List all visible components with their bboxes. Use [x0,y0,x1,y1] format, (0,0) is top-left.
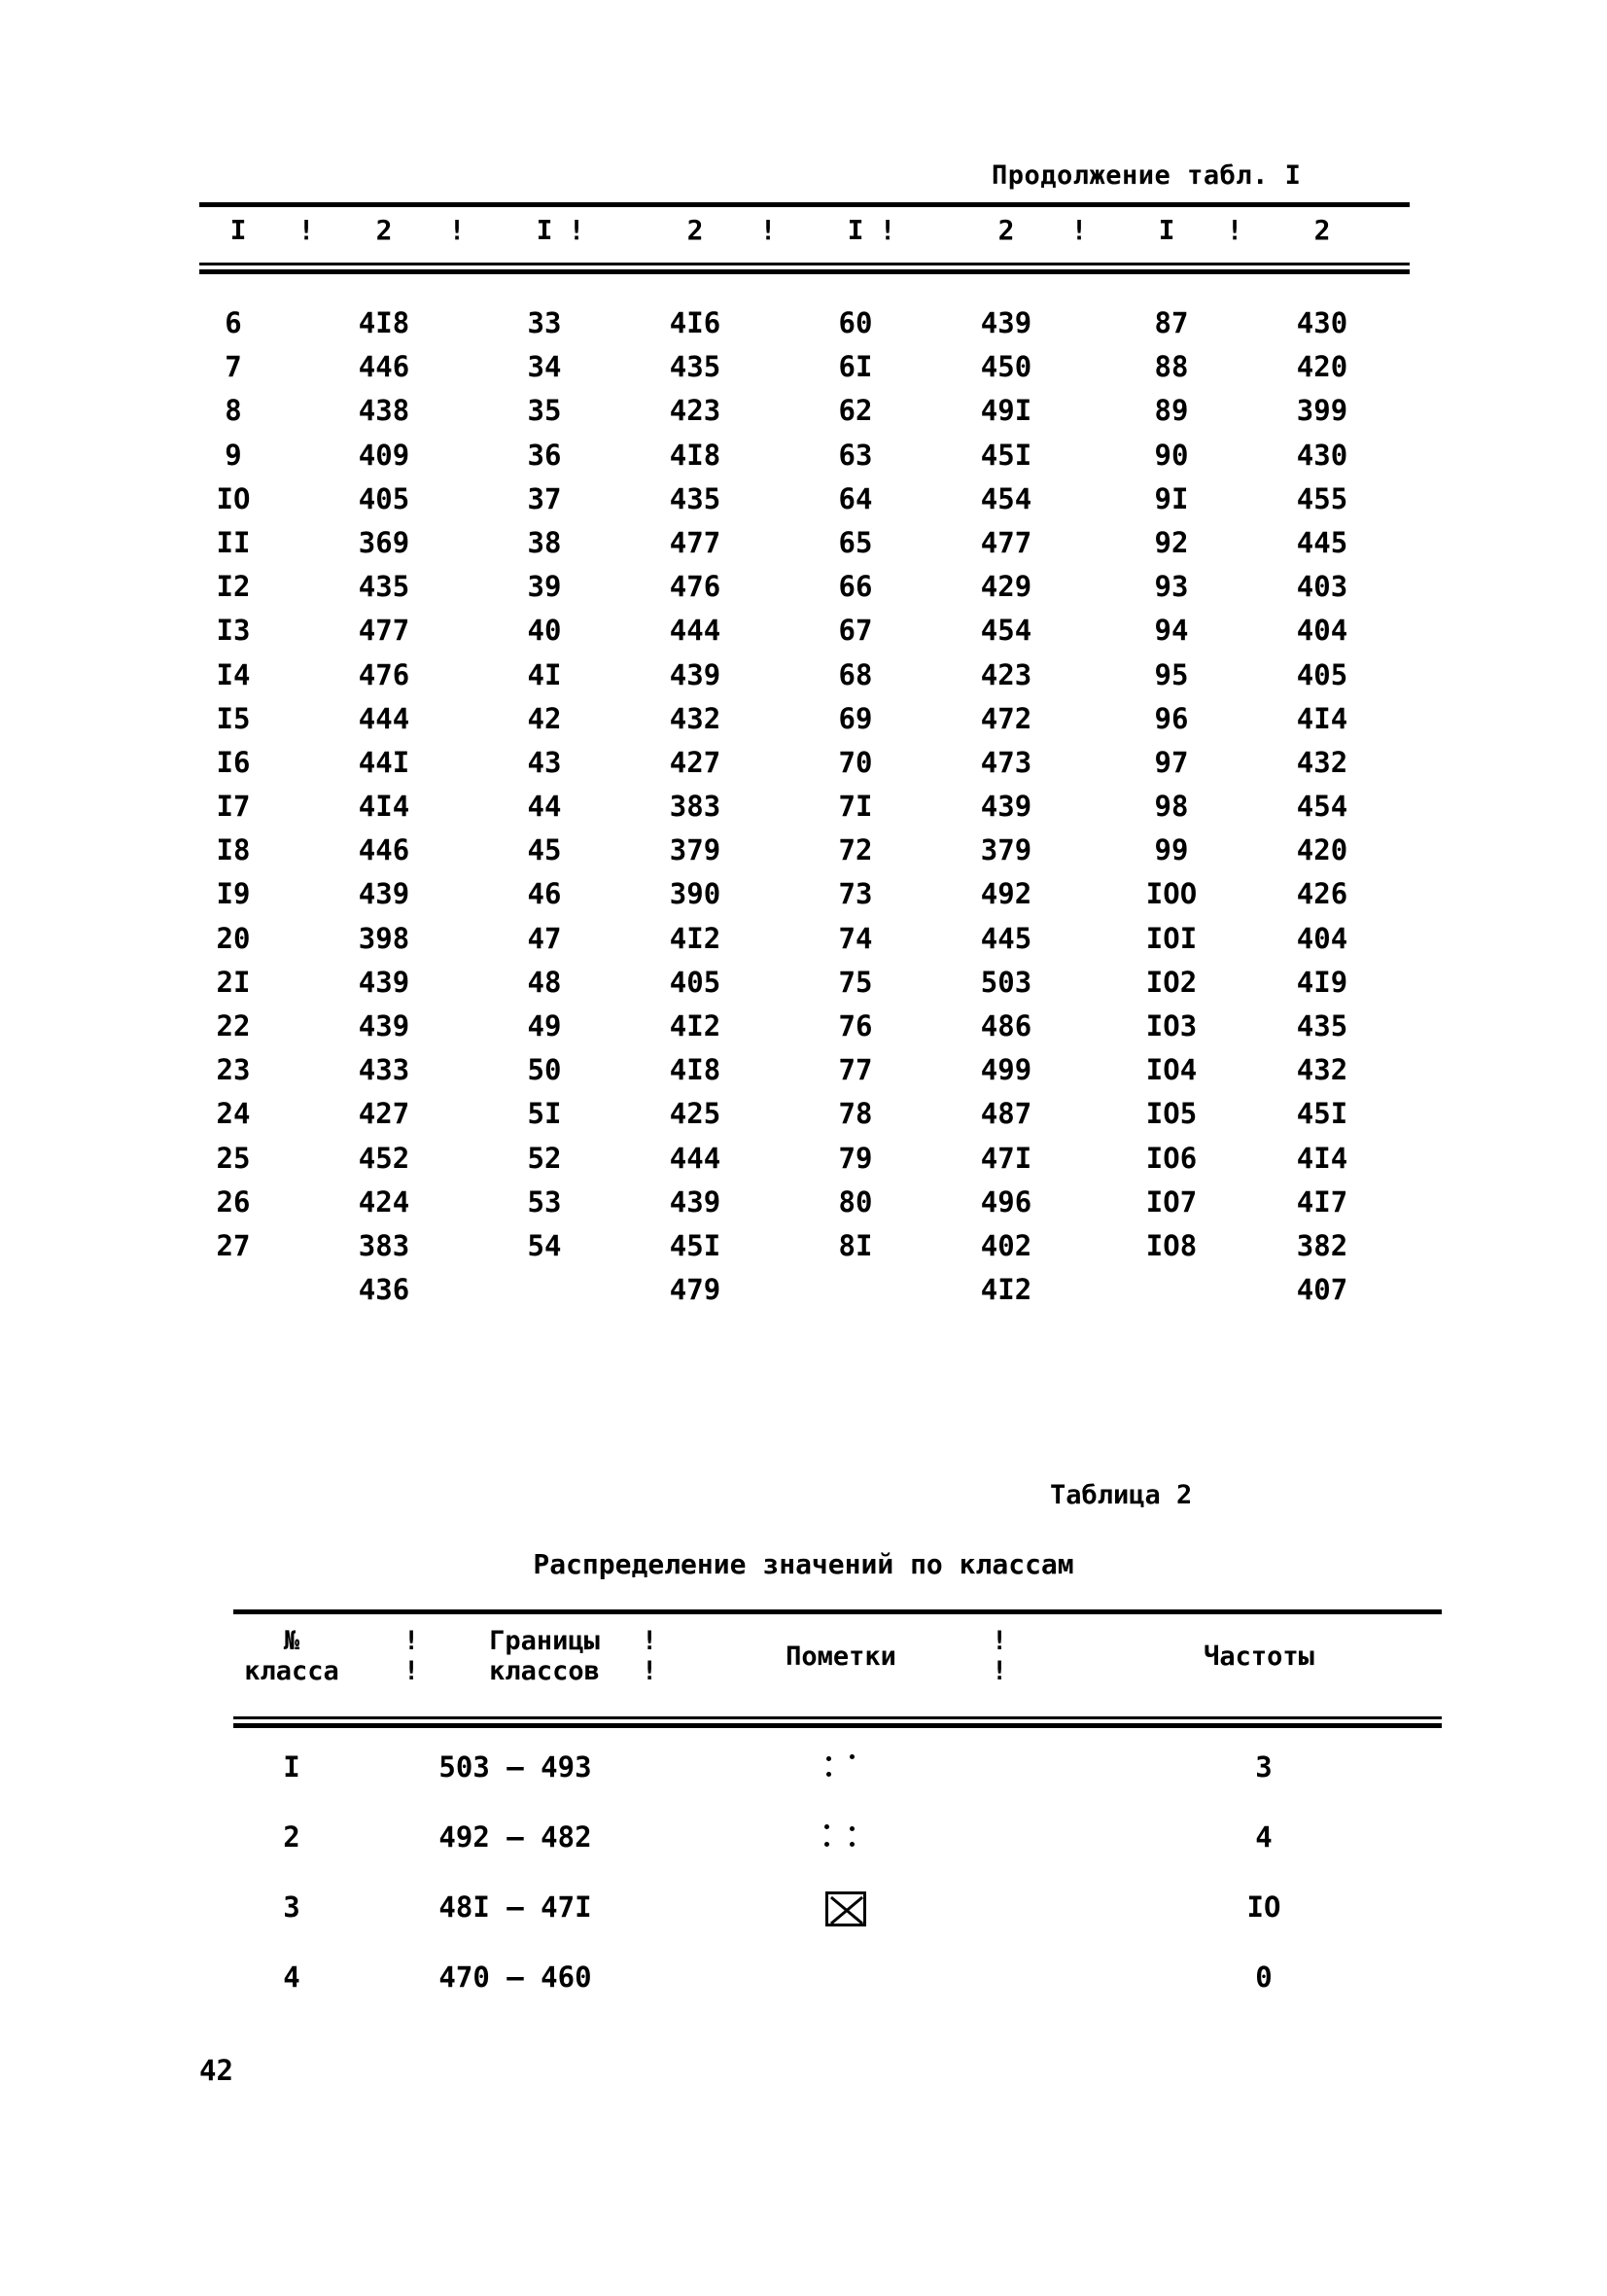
table2-header-rule-b [233,1723,1442,1728]
table2-header-sep-3-a: ! [992,1626,1008,1656]
table-row [199,526,1410,570]
table1-cell: 39 [527,570,562,604]
table2-top-rule [233,1609,1442,1614]
table1-cell: I3 [216,614,251,648]
table1-cell: 47 [527,921,562,955]
table1-cell: 74 [838,921,873,955]
table2-tally-marks [817,1750,875,1790]
table1-cell: 47I [980,1141,1032,1175]
table1-cell: IOI [1145,921,1198,955]
table2-caption-number: Таблица 2 [1050,1480,1193,1510]
table1-cell: 472 [980,701,1032,735]
table1-cell: 487 [980,1097,1032,1131]
table1-cell: 24 [216,1097,251,1131]
table1-cell: 52 [527,1141,562,1175]
table1-cell: 2I [216,965,251,999]
table1-cell: 8I [838,1228,873,1262]
table-row [199,482,1410,526]
table2-header-sep-2 [642,1626,657,1686]
table-row [199,439,1410,482]
table1-cell: 4I8 [358,306,410,339]
table1-cell: 369 [358,525,410,559]
table1-cell: 423 [980,657,1032,691]
table1-cell: 80 [838,1184,873,1219]
table1-cell: 405 [1296,657,1348,691]
table1-cell: 33 [527,306,562,339]
table1-cell: IO8 [1145,1228,1198,1262]
table-row [199,746,1410,790]
table1-cell: 407 [1296,1273,1348,1307]
table1-cell: 43 [527,745,562,779]
table1-cell: 439 [980,306,1032,339]
table-row [199,570,1410,614]
table1-header-row [199,214,1410,259]
table2-header-marks: Пометки [786,1642,896,1672]
table1-cell: 26 [216,1184,251,1219]
table1-cell: 399 [1296,394,1348,428]
table1-cell: I5 [216,701,251,735]
table1-cell: 94 [1154,614,1189,648]
table1-cell: IO3 [1145,1009,1198,1042]
table1-header-sep-5: ! [879,214,896,246]
table1-header-col-6: 2 [997,214,1015,246]
table1-cell: I4 [216,657,251,691]
table1-cell: 409 [358,438,410,472]
table1-cell: 4I [527,657,562,691]
table1-cell: 427 [358,1097,410,1131]
table1-cell: 4I8 [669,1053,721,1087]
table1-cell: 4I2 [669,921,721,955]
table2-header-sep-2-b: ! [642,1656,658,1687]
table1-cell: 450 [980,350,1032,384]
table1-cell: 70 [838,745,873,779]
table1-cell: 476 [358,657,410,691]
table1-body [199,306,1410,1317]
table-row [199,877,1410,921]
table1-cell: 4I4 [1296,1141,1348,1175]
table1-header-rule-a [199,263,1410,265]
table1-cell: 60 [838,306,873,339]
table1-cell: 73 [838,877,873,911]
table1-cell: 445 [1296,525,1348,559]
table1-header-sep-7: ! [1226,214,1243,246]
table-row [199,1142,1410,1185]
table1-cell: 45I [980,438,1032,472]
table1-header-col-1: I [229,214,247,246]
table1-cell: II [216,525,251,559]
table1-cell: 446 [358,833,410,867]
table1-cell: 405 [669,965,721,999]
table1-cell: 432 [1296,1053,1348,1087]
table1-header-sep-3: ! [568,214,585,246]
table1-cell: 45I [1296,1097,1348,1131]
table1-cell: 473 [980,745,1032,779]
table1-cell: IO7 [1145,1184,1198,1219]
table1-cell: 92 [1154,525,1189,559]
table-row [199,1185,1410,1229]
table1-header-col-5: I [847,214,864,246]
table2-header-bounds-line2: классов [489,1656,600,1687]
table1-cell: 42 [527,701,562,735]
table-row [199,1273,1410,1317]
table-row [199,350,1410,394]
table1-cell: 4I9 [1296,965,1348,999]
table1-cell: 444 [669,1141,721,1175]
table1-cell: 6 [225,306,242,339]
table1-cell: I7 [216,790,251,824]
table1-cell: 9 [225,438,242,472]
table1-cell: 423 [669,394,721,428]
table2-class-number: I [283,1750,300,1784]
table1-cell: 430 [1296,306,1348,339]
table1-cell: 379 [669,833,721,867]
table1-cell: 383 [669,790,721,824]
table1-header-rule-b [199,269,1410,274]
table1-cell: 99 [1154,833,1189,867]
table1-cell: 433 [358,1053,410,1087]
table1-header-sep-2: ! [448,214,466,246]
tally-box-x-icon [825,1891,866,1926]
table1-cell: 78 [838,1097,873,1131]
table2-class-number: 4 [283,1960,300,1994]
table-row [199,394,1410,438]
table1-cell: 379 [980,833,1032,867]
table2-header-class-no-line2: класса [244,1656,339,1687]
table2-header-frequency: Частоты [1204,1642,1314,1672]
table2-header-row [233,1626,1442,1713]
table-row [233,1750,1442,1820]
table1-cell: 23 [216,1053,251,1087]
table-row [199,833,1410,877]
table1-cell: 75 [838,965,873,999]
table1-cell: 27 [216,1228,251,1262]
table2-frequency: 4 [1255,1820,1273,1854]
table1-header-col-8: 2 [1313,214,1331,246]
table1-cell: 436 [358,1273,410,1307]
table1-cell: 424 [358,1184,410,1219]
table1-cell: 87 [1154,306,1189,339]
table1-cell: 45I [669,1228,721,1262]
table1-cell: 44I [358,745,410,779]
table1-cell: 89 [1154,394,1189,428]
table1-cell: 503 [980,965,1032,999]
table-row [199,1053,1410,1097]
table1-cell: 6I [838,350,873,384]
table-row [233,1820,1442,1890]
table1-cell: 444 [669,614,721,648]
table1-cell: 486 [980,1009,1032,1042]
table1-header-col-7: I [1158,214,1175,246]
table-row [199,1229,1410,1273]
table2-header-bounds-line1: Границы [489,1626,600,1656]
table1-cell: 67 [838,614,873,648]
table1-cell: 454 [980,614,1032,648]
table1-cell: 429 [980,570,1032,604]
table1-continuation-label: Продолжение табл. I [992,160,1302,191]
table1-cell: I6 [216,745,251,779]
table1-cell: 7 [225,350,242,384]
table2-header-sep-2-a: ! [642,1626,658,1656]
table2-header-sep-3 [992,1626,1007,1686]
table-row [199,1097,1410,1141]
table1-cell: 426 [1296,877,1348,911]
table1-cell: 4I7 [1296,1184,1348,1219]
table1-cell: 383 [358,1228,410,1262]
table1-cell: 93 [1154,570,1189,604]
table1-cell: 405 [358,481,410,515]
table1-cell: 479 [669,1273,721,1307]
table2-frequency: IO [1246,1890,1281,1924]
table1-header-col-4: 2 [686,214,704,246]
table1-cell: 432 [669,701,721,735]
table1-cell: 48 [527,965,562,999]
table1-cell: 95 [1154,657,1189,691]
table2-header-bounds [489,1626,600,1686]
table2-class-bounds: 48I – 47I [438,1890,592,1924]
page-number: 42 [199,2054,233,2087]
tally-dots-icon [817,1820,875,1854]
table1-header-sep-1: ! [297,214,315,246]
table2-class-bounds: 470 – 460 [438,1960,592,1994]
table1-cell: 63 [838,438,873,472]
table1-cell: 477 [669,525,721,559]
table-row [199,614,1410,657]
table1-cell: 40 [527,614,562,648]
table1-cell: 4I2 [669,1009,721,1042]
table1-cell: 49 [527,1009,562,1042]
table1-cell: 49I [980,394,1032,428]
table2-frequency: 3 [1255,1750,1273,1784]
table1-cell: 435 [669,350,721,384]
table1-cell: 45 [527,833,562,867]
table1-cell: 404 [1296,614,1348,648]
table1-cell: 65 [838,525,873,559]
table1-cell: 4I4 [1296,701,1348,735]
table-row [199,306,1410,350]
table1-cell: 69 [838,701,873,735]
table1-cell: 439 [669,657,721,691]
tally-dots-icon [817,1750,875,1784]
table1-cell: 446 [358,350,410,384]
table1-cell: IO [216,481,251,515]
table1-cell: 398 [358,921,410,955]
table2-tally-marks [817,1820,875,1860]
table1-cell: 72 [838,833,873,867]
table2-frequency: 0 [1255,1960,1273,1994]
table2-header-rule-a [233,1716,1442,1719]
table1-cell: 68 [838,657,873,691]
table1-cell: 36 [527,438,562,472]
table1-cell: 20 [216,921,251,955]
table-row [233,1960,1442,2031]
table-row [199,922,1410,966]
table1-cell: 454 [980,481,1032,515]
table-row [199,1009,1410,1053]
table2-class-bounds: 492 – 482 [438,1820,592,1854]
table1-cell: 88 [1154,350,1189,384]
table1-cell: 439 [358,1009,410,1042]
table1-cell: 53 [527,1184,562,1219]
table1-cell: 64 [838,481,873,515]
table1-cell: 420 [1296,350,1348,384]
table2-class-bounds: 503 – 493 [438,1750,592,1784]
table2-tally-marks [825,1890,866,1926]
table1-cell: 402 [980,1228,1032,1262]
table1-cell: IO5 [1145,1097,1198,1131]
table1-cell: 435 [669,481,721,515]
table1-cell: 62 [838,394,873,428]
table2-title: Распределение значений по классам [533,1548,1074,1580]
table1-cell: 454 [1296,790,1348,824]
table1-cell: 97 [1154,745,1189,779]
table1-cell: 37 [527,481,562,515]
table1-cell: 35 [527,394,562,428]
table1-cell: 50 [527,1053,562,1087]
table1-cell: 445 [980,921,1032,955]
table1-cell: 66 [838,570,873,604]
table1-cell: IO6 [1145,1141,1198,1175]
table1-header-col-2: 2 [375,214,393,246]
table1-cell: 4I2 [980,1273,1032,1307]
table1-cell: 79 [838,1141,873,1175]
table1-cell: 430 [1296,438,1348,472]
table1-header-sep-4: ! [759,214,777,246]
table1-cell: 25 [216,1141,251,1175]
table2-class-number: 2 [283,1820,300,1854]
table1-cell: 444 [358,701,410,735]
table2-header-sep-1 [403,1626,419,1686]
table1-cell: I8 [216,833,251,867]
table1-cell: 499 [980,1053,1032,1087]
table1-cell: 403 [1296,570,1348,604]
table2-header-sep-1-b: ! [403,1656,420,1687]
table1-cell: IO4 [1145,1053,1198,1087]
table1-cell: 98 [1154,790,1189,824]
table2-header-class-no [244,1626,339,1686]
table1-cell: 5I [527,1097,562,1131]
table1-cell: 22 [216,1009,251,1042]
table2-class-number: 3 [283,1890,300,1924]
table1-cell: 496 [980,1184,1032,1219]
table1-cell: 4I8 [669,438,721,472]
table1-cell: 452 [358,1141,410,1175]
table1-cell: 96 [1154,701,1189,735]
table1-header-col-3: I [536,214,553,246]
table-row [233,1890,1442,1960]
table2-header-sep-3-b: ! [992,1656,1008,1687]
table1-cell: 4I4 [358,790,410,824]
table2-body [233,1750,1442,2031]
table1-cell: 54 [527,1228,562,1262]
table1-cell: 439 [980,790,1032,824]
table1-cell: 9I [1154,481,1189,515]
table1-cell: 455 [1296,481,1348,515]
table1-cell: 420 [1296,833,1348,867]
table1-cell: 46 [527,877,562,911]
table1-cell: 8 [225,394,242,428]
table1-cell: 77 [838,1053,873,1087]
table1-cell: 44 [527,790,562,824]
table1-cell: 7I [838,790,873,824]
table1-cell: 476 [669,570,721,604]
table1-cell: 477 [980,525,1032,559]
table1-cell: 4I6 [669,306,721,339]
table1-cell: 38 [527,525,562,559]
table2-header-sep-1-a: ! [403,1626,420,1656]
table1-cell: 432 [1296,745,1348,779]
table1-cell: 438 [358,394,410,428]
table1-cell: 390 [669,877,721,911]
table-row [199,790,1410,833]
table1-cell: IO2 [1145,965,1198,999]
table1-cell: 76 [838,1009,873,1042]
table-row [199,966,1410,1009]
table2-header-class-no-line1: № [283,1626,300,1656]
table1-cell: 439 [358,877,410,911]
table1-cell: I9 [216,877,251,911]
table1-cell: 477 [358,614,410,648]
table1-cell: 90 [1154,438,1189,472]
table1-cell: 492 [980,877,1032,911]
table1-cell: 427 [669,745,721,779]
table1-header-sep-6: ! [1070,214,1088,246]
table1-cell: 34 [527,350,562,384]
table1-cell: 435 [1296,1009,1348,1042]
table1-cell: 404 [1296,921,1348,955]
table1-cell: 425 [669,1097,721,1131]
table1-cell: 439 [358,965,410,999]
table-row [199,702,1410,746]
table1-cell: 439 [669,1184,721,1219]
table1-top-rule [199,202,1410,207]
table1-cell: I2 [216,570,251,604]
table1-cell: 382 [1296,1228,1348,1262]
table-row [199,658,1410,702]
table1-cell: IOO [1145,877,1198,911]
table1-cell: 435 [358,570,410,604]
